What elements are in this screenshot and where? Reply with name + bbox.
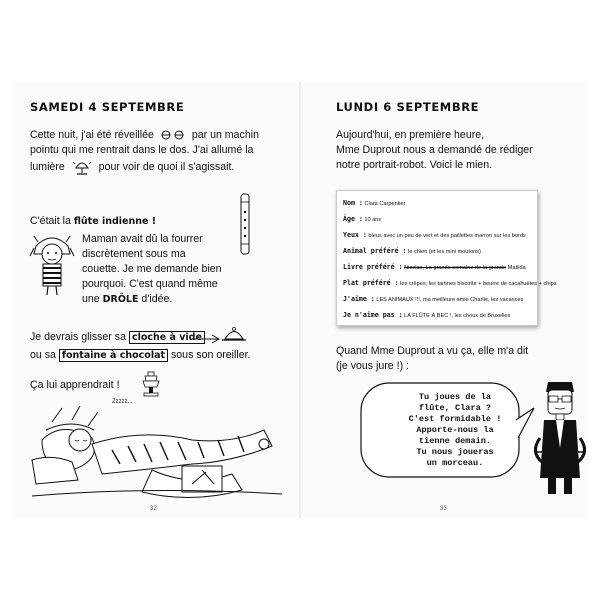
card-row-animal: Animal préféré : le chien (et les mini moutons) (343, 247, 481, 255)
box-fontaine: fontaine à chocolat (59, 349, 168, 362)
left-para2-line1: Maman avait dû la fourrer (82, 233, 203, 245)
book-spread (12, 82, 588, 518)
right-intro-line1: Aujourd'hui, en première heure, (336, 129, 485, 141)
lamp-icon (71, 158, 93, 176)
card-row-age: Âge : 10 ans (343, 215, 382, 223)
left-para2-line4: pourquoi. C'est quand même (82, 278, 218, 290)
left-heading: SAMEDI 4 SEPTEMBRE (30, 100, 185, 114)
card-livre-struck: Nicolas, La grande semaine de la grande (404, 265, 507, 271)
right-page-number: 33 (440, 506, 447, 512)
box-cloche: cloche à vide (129, 331, 205, 344)
right-heading: LUNDI 6 SEPTEMBRE (336, 100, 480, 114)
girl-illustration (32, 232, 72, 296)
right-outro-line2: (je vous jure !) : (336, 360, 410, 372)
teacher-illustration (536, 378, 584, 498)
left-para1-line2: pointu qui me rentrait dans le dos. J'ai allumé la (30, 144, 254, 156)
left-para1-line1: Cette nuit, j'ai été réveillée par un machin (30, 129, 259, 141)
left-para2-line2: discrètement sous ma (82, 248, 186, 260)
sleepy-eyes-icon (160, 130, 186, 140)
left-page-number: 32 (150, 506, 157, 512)
flute-icon (238, 192, 252, 258)
left-para3-line2: ou sa fontaine à chocolat sous son oreiller. (30, 349, 251, 361)
speech-bubble-text: Tu joues de la flûte, Clara ? C'est formidable ! Apporte-nous la tienne demain. Tu nous joueras un morceau. (408, 392, 502, 468)
left-para2-line5: une DRÔLE d'idée. (82, 293, 173, 305)
sleep-sound: Zzzzz... (112, 399, 133, 405)
flute-emphasis: flûte indienne ! (73, 216, 157, 227)
card-row-yeux: Yeux : bleus avec un peu de vert et des paillettes marron sur les bords (343, 231, 526, 239)
card-row-nom: Nom : Clara Carpentier (343, 199, 406, 207)
sleeping-girl-illustration (32, 400, 282, 510)
portrait-robot-card (336, 190, 557, 326)
left-para2-line3: couette. Je me demande bien (82, 263, 222, 275)
left-para3-line1: Je devrais glisser sa cloche à vide (30, 330, 205, 345)
card-row-livre: Livre préféré : Nicolas, La grande semaine de la grande Matilda (343, 263, 526, 271)
cloche-icon (222, 326, 246, 342)
right-intro-line3: notre portrait-robot. Voici le mien. (336, 159, 493, 171)
right-outro-line1: Quand Mme Duprout a vu ça, elle m'a dit (336, 345, 529, 357)
left-para1-line3: lumière pour voir de quoi il s'agissait. (30, 158, 234, 176)
left-para4: Ça lui apprendrait ! (30, 379, 120, 391)
right-intro-line2: Mme Duprout nous a demandé de rédiger (336, 144, 533, 156)
card-row-jaimepas: Je n'aime pas : LA FLÛTE À BEC !, les choux de Bruxelles (343, 311, 511, 319)
card-row-jaime: J'aime : LES ANIMAUX !!!, ma meilleure amie Charlie, les vacances (343, 295, 524, 303)
right-page (300, 82, 588, 518)
arrow-to-cloche-icon (192, 334, 222, 344)
left-flute-line: C'était la flûte indienne ! (30, 215, 157, 227)
card-row-plat: Plat préféré : les crêpes, les tartines biscotte + beurre de cacahuètes + chips (343, 279, 557, 287)
chocolate-fountain-icon (140, 368, 162, 398)
left-page (12, 82, 300, 518)
